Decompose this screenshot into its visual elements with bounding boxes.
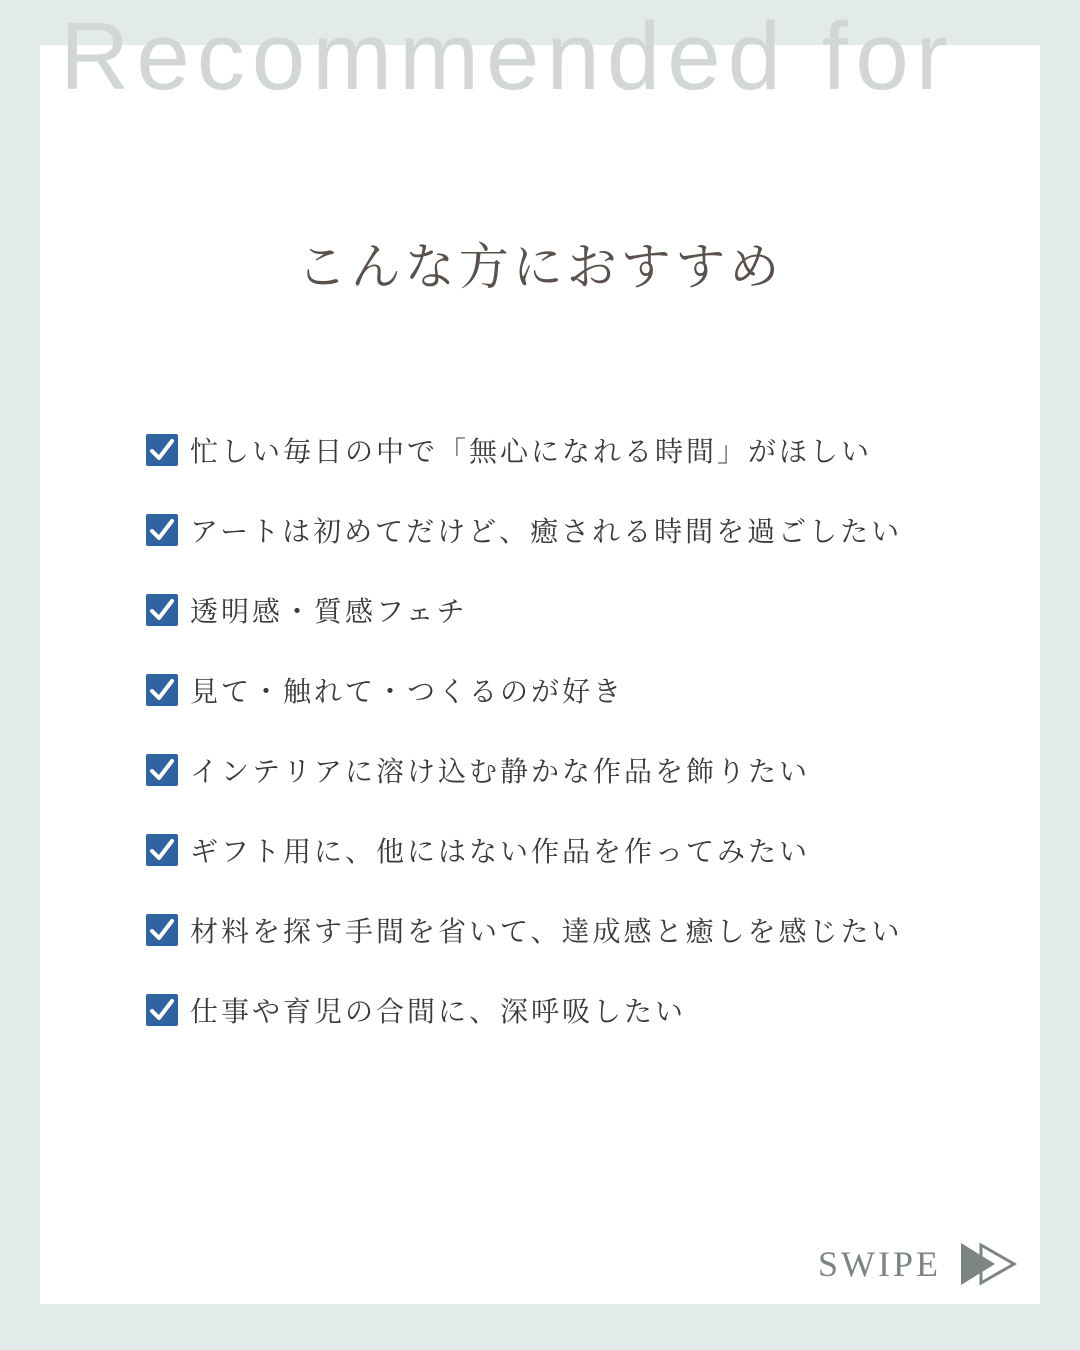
list-item [146, 510, 902, 550]
checkbox-checked-icon [146, 434, 178, 466]
swipe-label: SWIPE [818, 1244, 941, 1284]
list-item [146, 990, 902, 1030]
list-item [146, 670, 902, 710]
list-item [146, 910, 902, 950]
double-arrow-right-icon [959, 1240, 1017, 1288]
list-item-text: インテリアに溶け込む静かな作品を飾りたい [190, 755, 811, 788]
list-item-text: 見て・触れて・つくるのが好き [190, 675, 625, 708]
list-item-text: ギフト用に、他にはない作品を作ってみたい [190, 835, 811, 868]
checkbox-checked-icon [146, 834, 178, 866]
list-item-text: 材料を探す手間を省いて、達成感と癒しを感じたい [190, 915, 903, 948]
list-item [146, 590, 902, 630]
list-item [146, 830, 902, 870]
list-item-text: 忙しい毎日の中で「無心になれる時間」がほしい [190, 435, 873, 468]
checkbox-checked-icon [146, 914, 178, 946]
swipe-indicator[interactable] [818, 1240, 1017, 1288]
list-item [146, 430, 902, 470]
checkbox-checked-icon [146, 514, 178, 546]
list-item-text: アートは初めてだけど、癒される時間を過ごしたい [190, 515, 903, 548]
page-title: こんな方におすすめ [296, 238, 784, 296]
checkbox-checked-icon [146, 674, 178, 706]
checkbox-checked-icon [146, 994, 178, 1026]
checkbox-checked-icon [146, 754, 178, 786]
recommendation-list [146, 430, 902, 1070]
list-item-text: 透明感・質感フェチ [190, 595, 468, 628]
checkbox-checked-icon [146, 594, 178, 626]
background-heading: Recommended for [60, 3, 955, 110]
list-item [146, 750, 902, 790]
list-item-text: 仕事や育児の合間に、深呼吸したい [190, 995, 687, 1028]
